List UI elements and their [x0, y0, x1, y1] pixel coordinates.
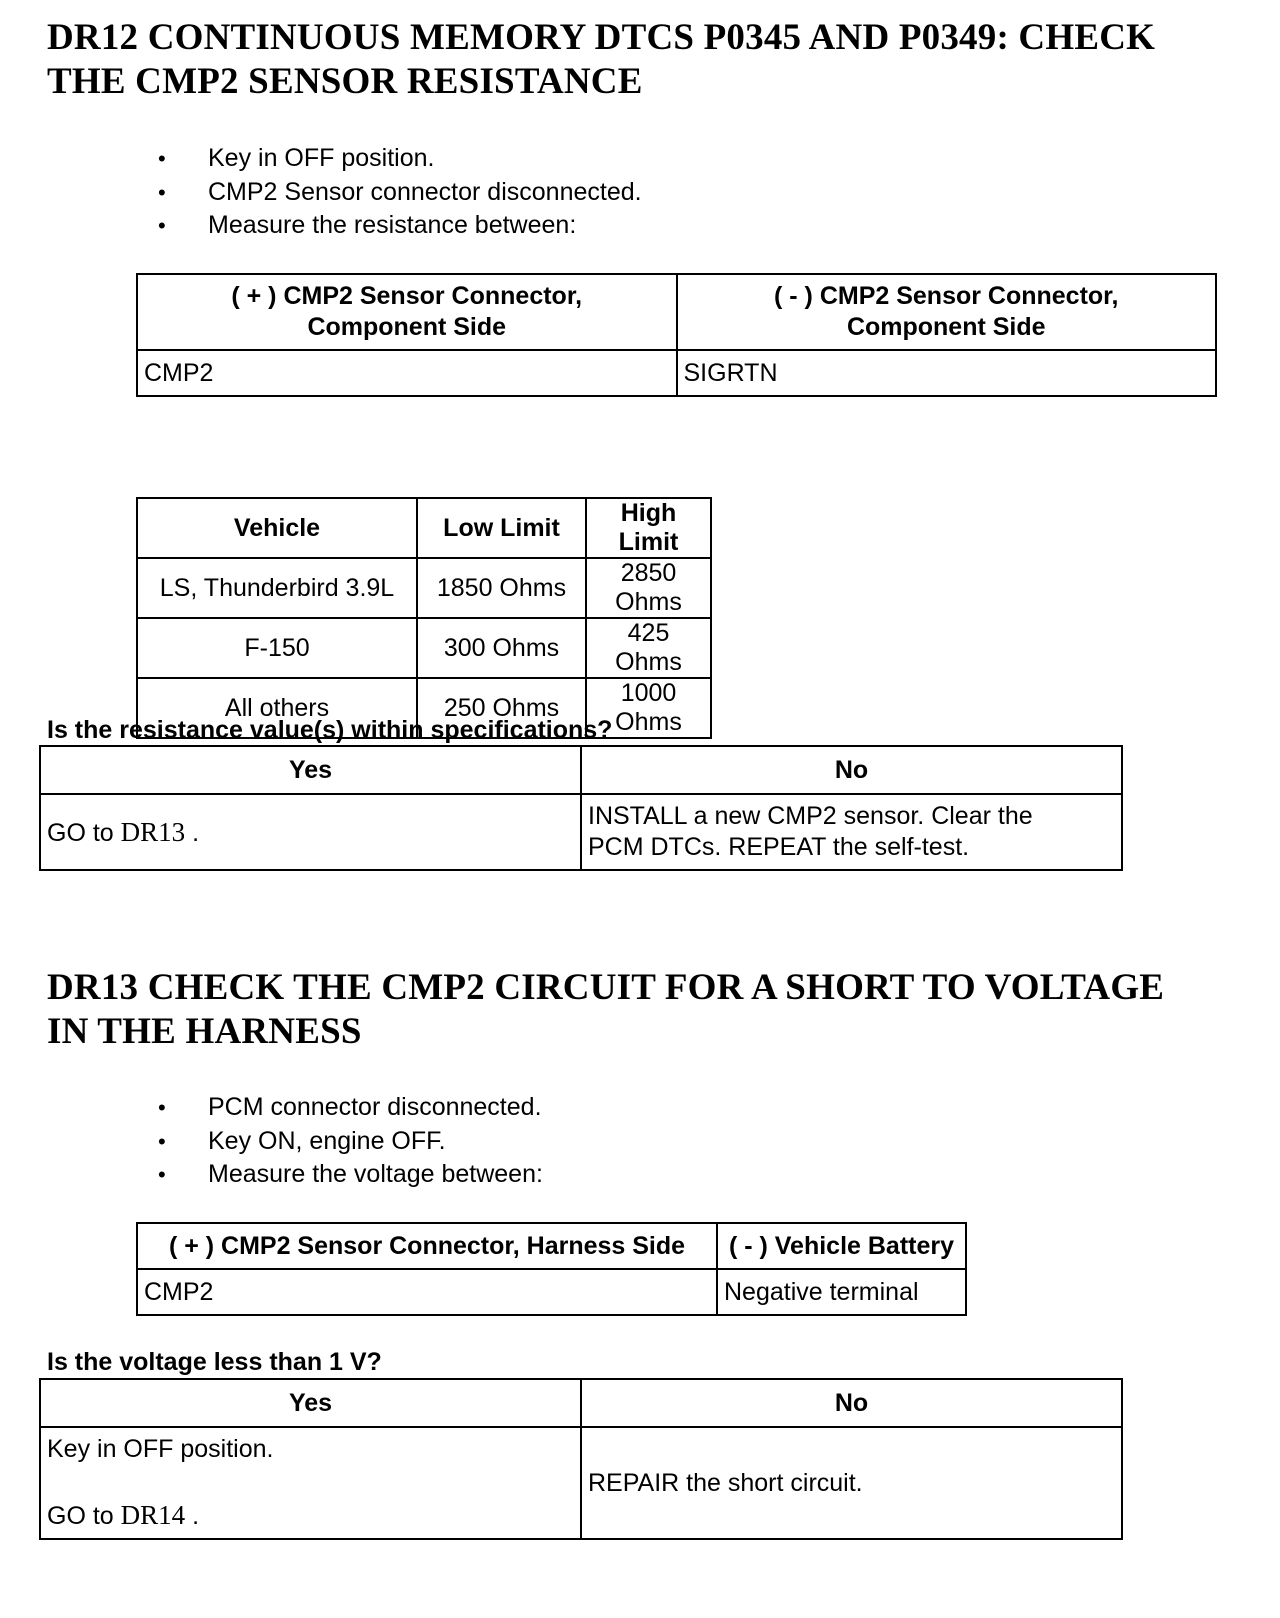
table-header: No [581, 746, 1122, 794]
table-cell: CMP2 [137, 1269, 717, 1315]
table-cell: CMP2 [137, 350, 677, 396]
yes-cell: GO to DR13 . [40, 794, 581, 870]
dr12-connector-table [136, 273, 1217, 397]
table-header: Vehicle [137, 498, 417, 558]
list-item: • Key ON, engine OFF. [150, 1125, 543, 1159]
dr12-question: Is the resistance value(s) within specifications? [47, 716, 613, 744]
dr13-answer-table [39, 1378, 1123, 1540]
table-cell: Negative terminal [717, 1269, 966, 1315]
dr12-title-line1: DR12 CONTINUOUS MEMORY DTCS P0345 AND P0349: CHECK [47, 17, 1156, 58]
list-item: • PCM connector disconnected. [150, 1091, 543, 1125]
dr12-title [47, 16, 1155, 104]
dr14-link[interactable]: DR14 [120, 1500, 186, 1530]
dr12-spec-table [136, 497, 712, 739]
dr12-answer-table [39, 745, 1123, 871]
table-header: Low Limit [417, 498, 586, 558]
yes-cell: Key in OFF position. GO to DR14 . [40, 1427, 581, 1539]
list-item: • Key in OFF position. [150, 142, 642, 176]
table-header: Yes [40, 1379, 581, 1427]
no-cell: INSTALL a new CMP2 sensor. Clear the PCM DTCs. REPEAT the self-test. [581, 794, 1122, 870]
no-cell: REPAIR the short circuit. [581, 1427, 1122, 1539]
dr13-title-line2: IN THE HARNESS [47, 1011, 362, 1052]
table-header: ( + ) CMP2 Sensor Connector, Component Side [137, 274, 677, 350]
dr13-steps [150, 1091, 543, 1192]
table-header: ( + ) CMP2 Sensor Connector, Harness Side [137, 1223, 717, 1269]
dr13-question: Is the voltage less than 1 V? [47, 1348, 382, 1376]
dr13-connector-table [136, 1222, 967, 1316]
table-header: High Limit [586, 498, 711, 558]
dr13-link[interactable]: DR13 [120, 816, 186, 847]
list-item: • CMP2 Sensor connector disconnected. [150, 176, 642, 210]
table-header: ( - ) CMP2 Sensor Connector, Component Side [677, 274, 1217, 350]
list-item: • Measure the resistance between: [150, 209, 642, 243]
dr13-title-line1: DR13 CHECK THE CMP2 CIRCUIT FOR A SHORT TO VOLTAGE [47, 967, 1165, 1008]
table-header: No [581, 1379, 1122, 1427]
table-cell: SIGRTN [677, 350, 1217, 396]
table-row: F-150 300 Ohms 425 Ohms [137, 618, 711, 678]
table-row: All others 250 Ohms 1000 Ohms [137, 678, 711, 738]
dr13-title [47, 966, 1164, 1054]
list-item: • Measure the voltage between: [150, 1158, 543, 1192]
table-row: LS, Thunderbird 3.9L 1850 Ohms 2850 Ohms [137, 558, 711, 618]
dr12-title-line2: THE CMP2 SENSOR RESISTANCE [47, 61, 643, 102]
dr12-steps [150, 142, 642, 243]
table-header: ( - ) Vehicle Battery [717, 1223, 966, 1269]
table-header: Yes [40, 746, 581, 794]
